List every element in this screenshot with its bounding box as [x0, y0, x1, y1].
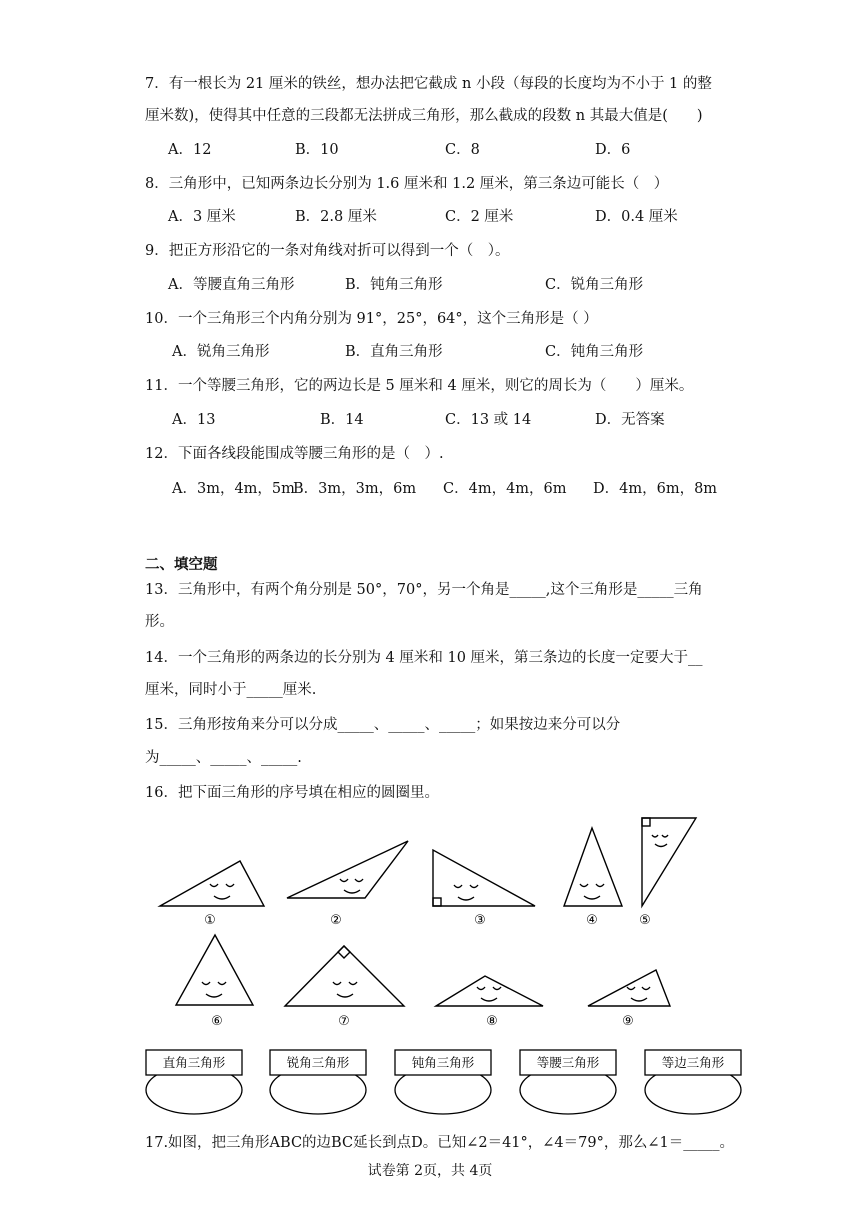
right-angle-mark-3 [433, 898, 441, 906]
q7-option-c: C．8 [445, 142, 480, 158]
right-angle-mark-7 [338, 946, 350, 958]
q7-option-d: D．6 [595, 142, 631, 158]
q10-option-a: A．锐角三角形 [172, 344, 270, 360]
q15-line1: 15．三角形按角来分可以分成_____、_____、_____；如果按边来分可以分 [145, 717, 621, 733]
q12-text: 12．下面各线段能围成等腰三角形的是（ ）. [145, 446, 444, 462]
q10-option-b: B．直角三角形 [345, 344, 443, 360]
page-footer: 试卷第 2页，共 4页 [367, 1163, 493, 1179]
q14-line2: 厘米，同时小于_____厘米. [145, 682, 317, 698]
q12-option-b: B．3m，3m，6m [293, 481, 417, 497]
label-2: ② [330, 913, 342, 928]
category-isosceles: 等腰三角形 [536, 1055, 600, 1070]
q8-option-b: B．2.8 厘米 [295, 209, 377, 225]
q11-option-a: A．13 [172, 412, 216, 428]
q13-line1: 13．三角形中，有两个角分别是 50°，70°，另一个角是_____,这个三角形是_____三角 [145, 582, 703, 598]
smile-4 [580, 884, 604, 899]
triangle-1 [160, 861, 264, 906]
category-acute: 锐角三角形 [286, 1055, 350, 1070]
q11-option-c: C．13 或 14 [445, 412, 532, 428]
q11-option-b: B．14 [320, 412, 364, 428]
q9-text: 9．把正方形沿它的一条对角线对折可以得到一个（ ）。 [145, 243, 510, 259]
q8-option-c: C．2 厘米 [445, 209, 514, 225]
triangle-4 [564, 828, 622, 906]
category-obtuse: 钝角三角形 [411, 1055, 475, 1070]
q14-line1: 14．一个三角形的两条边的长分别为 4 厘米和 10 厘米，第三条边的长度一定要大于__ [145, 650, 703, 666]
triangle-2 [287, 841, 408, 898]
q8-text: 8．三角形中，已知两条边长分别为 1.6 厘米和 1.2 厘米，第三条边可能长（ ） [145, 176, 669, 192]
q17-text: 17.如图，把三角形ABC的边BC延长到点D。已知∠2＝41°，∠4＝79°，那么∠1＝_____。 [145, 1135, 734, 1151]
q13-line2: 形。 [145, 614, 174, 630]
q7-line2: 厘米数)，使得其中任意的三段都无法拼成三角形，那么截成的段数 n 其最大值是( ) [145, 108, 703, 124]
q7-line1: 7．有一根长为 21 厘米的铁丝，想办法把它截成 n 小段（每段的长度均为不小于 1 的整 [145, 76, 712, 92]
smile-7 [333, 982, 357, 997]
category-right: 直角三角形 [162, 1055, 226, 1070]
q11-text: 11．一个等腰三角形，它的两边长是 5 厘米和 4 厘米，则它的周长为（ ）厘米。 [145, 378, 694, 394]
smile-6 [202, 982, 226, 997]
q9-option-a: A．等腰直角三角形 [168, 277, 295, 293]
triangle-classification-figure [140, 808, 760, 1126]
q12-option-d: D．4m，6m，8m [593, 481, 718, 497]
label-6: ⑥ [211, 1014, 223, 1029]
label-4: ④ [586, 913, 598, 928]
smile-8 [477, 987, 501, 1001]
label-7: ⑦ [338, 1014, 350, 1029]
q10-text: 10．一个三角形三个内角分别为 91°，25°，64°，这个三角形是（ ） [145, 311, 598, 327]
triangle-9 [588, 970, 670, 1006]
label-1: ① [204, 913, 216, 928]
q9-option-c: C．锐角三角形 [545, 277, 644, 293]
smile-1 [210, 884, 234, 899]
right-angle-mark-5 [642, 818, 650, 826]
label-5: ⑤ [639, 913, 651, 928]
label-3: ③ [474, 913, 486, 928]
q15-line2: 为_____、_____、_____. [145, 750, 302, 766]
section-title: 二、填空题 [145, 557, 218, 573]
q8-option-a: A．3 厘米 [168, 209, 236, 225]
q7-option-b: B．10 [295, 142, 339, 158]
triangle-5 [642, 818, 696, 906]
triangle-6 [176, 935, 253, 1005]
q12-option-a: A．3m，4m，5m [172, 481, 295, 497]
q10-option-c: C．钝角三角形 [545, 344, 644, 360]
q12-option-c: C．4m，4m，6m [443, 481, 567, 497]
q7-option-a: A．12 [168, 142, 212, 158]
q8-option-d: D．0.4 厘米 [595, 209, 678, 225]
triangle-3 [433, 850, 535, 906]
smile-2 [340, 879, 363, 893]
q11-option-d: D．无答案 [595, 412, 665, 428]
category-equilateral: 等边三角形 [661, 1055, 725, 1070]
label-8: ⑧ [486, 1014, 498, 1029]
smile-3 [454, 885, 478, 900]
label-9: ⑨ [622, 1014, 634, 1029]
smile-9 [627, 987, 650, 1001]
q9-option-b: B．钝角三角形 [345, 277, 443, 293]
q16-text: 16．把下面三角形的序号填在相应的圆圈里。 [145, 785, 439, 801]
smile-5 [652, 835, 668, 847]
